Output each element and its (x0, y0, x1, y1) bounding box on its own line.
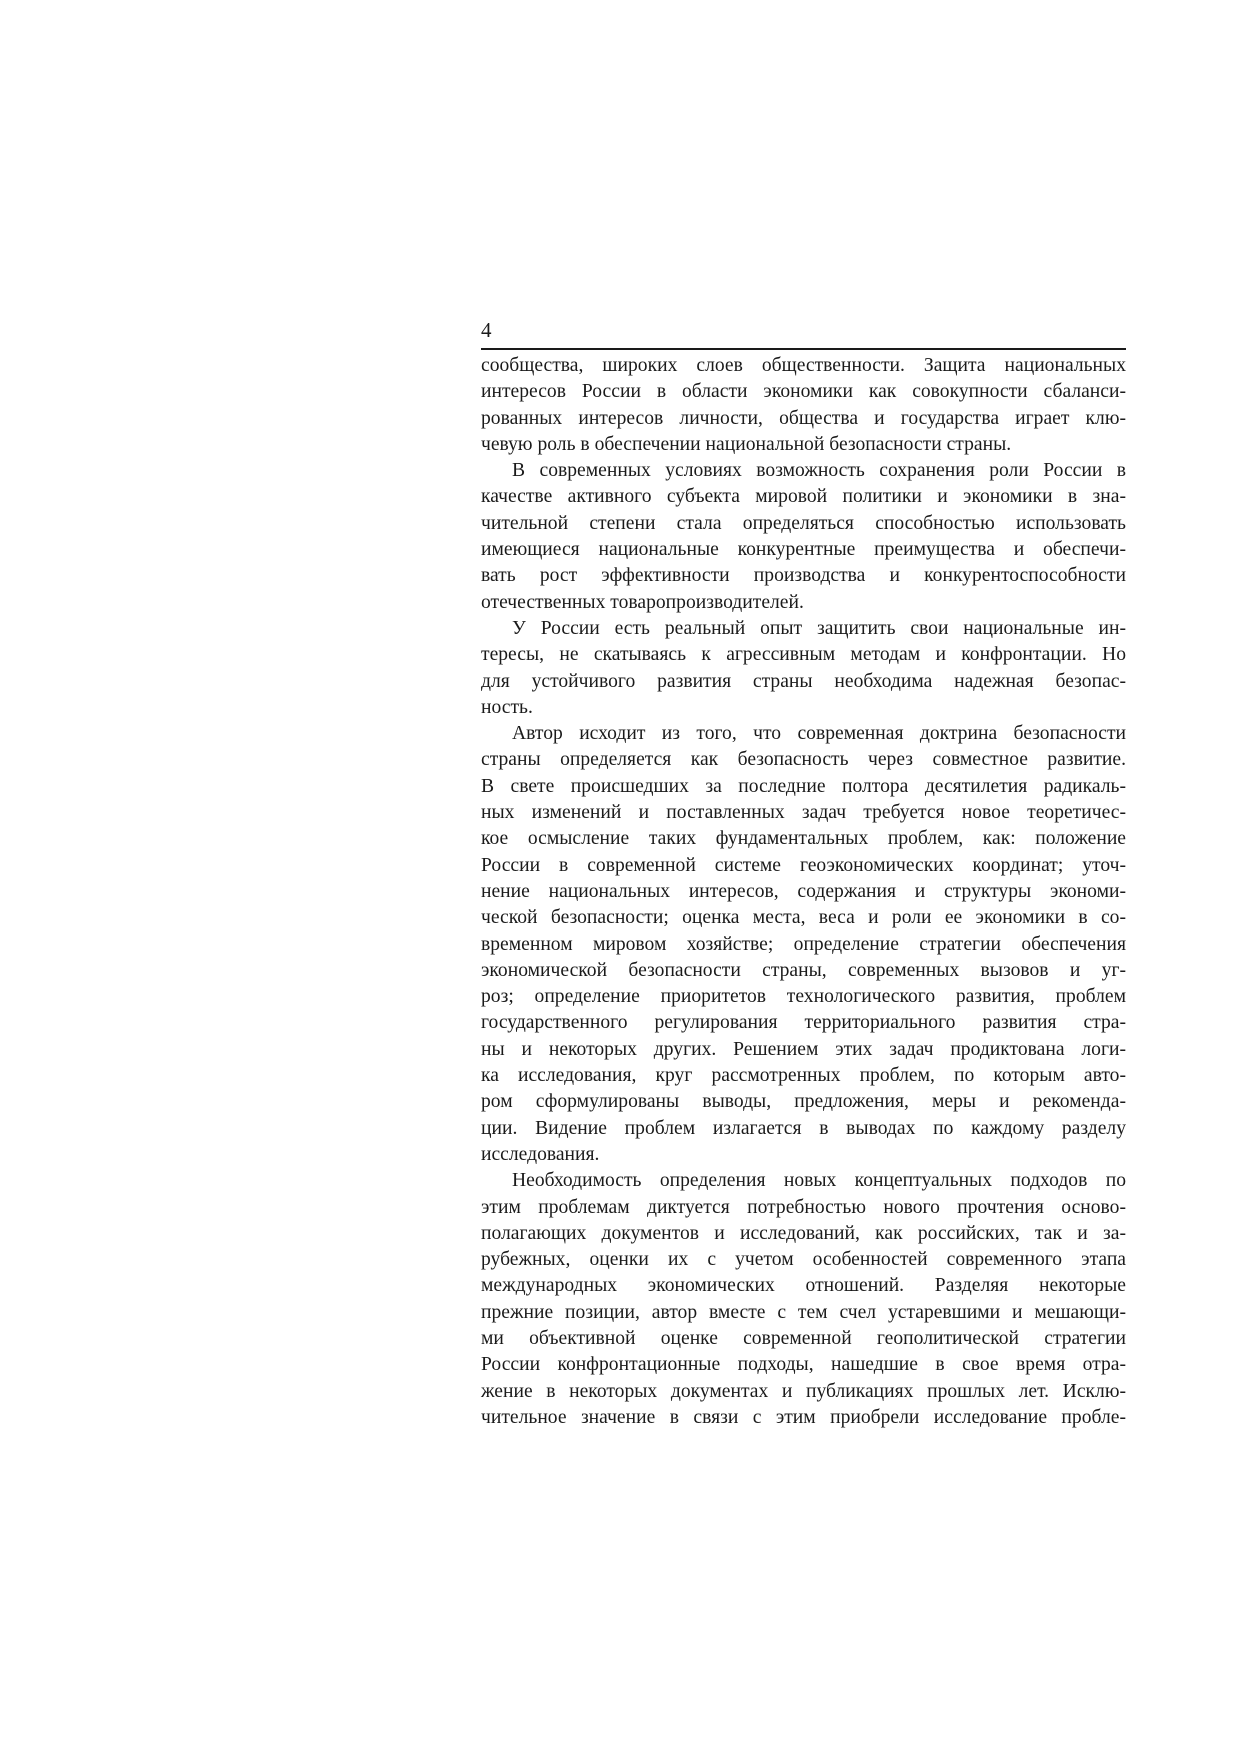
paragraph (481, 353, 1126, 458)
text-line: страны определяется как безопасность через совместное развитие. (481, 749, 1126, 771)
text-line: отечественных товаропроизводителей. (481, 591, 804, 613)
text-line: ны и некоторых других. Решением этих задач продиктована логи- (481, 1038, 1126, 1060)
text-line: чительной степени стала определяться способностью использовать (481, 512, 1126, 534)
text-line: ность. (481, 696, 533, 718)
text-line: для устойчивого развития страны необходима надежная безопас- (481, 670, 1126, 692)
text-line: полагающих документов и исследований, как российских, так и за- (481, 1222, 1126, 1244)
text-line: нение национальных интересов, содержания и структуры экономи- (481, 880, 1126, 902)
text-line: исследования. (481, 1143, 600, 1165)
text-line: России в современной системе геоэкономических координат; уточ- (481, 854, 1126, 876)
paragraph (481, 458, 1126, 616)
page-number: 4 (481, 318, 492, 342)
text-line: экономической безопасности страны, современных вызовов и уг- (481, 959, 1126, 981)
text-line: этим проблемам диктуется потребностью нового прочтения осново- (481, 1196, 1126, 1218)
text-line: кое осмысление таких фундаментальных проблем, как: положение (481, 828, 1126, 850)
text-line: чительное значение в связи с этим приобрели исследование пробле- (481, 1406, 1126, 1428)
text-line: прежние позиции, автор вместе с тем счел устаревшими и мешающи- (481, 1301, 1126, 1323)
page-header (481, 318, 1126, 350)
text-line: вать рост эффективности производства и конкурентоспособности (481, 565, 1126, 587)
text-line: Автор исходит из того, что современная доктрина безопасности (512, 723, 1126, 745)
text-line: ческой безопасности; оценка места, веса и роли ее экономики в со- (481, 907, 1126, 929)
text-line: ми объективной оценке современной геополитической стратегии (481, 1327, 1126, 1349)
text-line: интересов России в области экономики как совокупности сбаланси- (481, 381, 1126, 403)
paragraph (481, 616, 1126, 721)
text-line: сообщества, широких слоев общественности. Защита национальных (481, 355, 1126, 376)
text-line: ром сформулированы выводы, предложения, меры и рекоменда- (481, 1091, 1126, 1113)
text-line: государственного регулирования территориального развития стра- (481, 1012, 1126, 1034)
text-line: В свете происшедших за последние полтора десятилетия радикаль- (481, 775, 1126, 797)
text-line: жение в некоторых документах и публикациях прошлых лет. Исклю- (481, 1380, 1126, 1402)
text-line: имеющиеся национальные конкурентные преимущества и обеспечи- (481, 539, 1126, 561)
text-line: ных изменений и поставленных задач требуется новое теоретичес- (481, 802, 1126, 824)
text-line: рубежных, оценки их с учетом особенностей современного этапа (481, 1249, 1126, 1271)
text-line: Необходимость определения новых концептуальных подходов по (512, 1170, 1126, 1192)
text-line: У России есть реальный опыт защитить свои национальные ин- (512, 617, 1126, 639)
text-line: чевую роль в обеспечении национальной безопасности страны. (481, 433, 1012, 455)
body-text (481, 353, 1126, 1431)
text-line: тересы, не скатываясь к агрессивным методам и конфронтации. Но (481, 644, 1126, 666)
paragraph (481, 1168, 1126, 1431)
paragraph (481, 721, 1126, 1168)
text-line: международных экономических отношений. Разделяя некоторые (481, 1275, 1126, 1297)
text-line: качестве активного субъекта мировой политики и экономики в зна- (481, 486, 1126, 508)
text-line: России конфронтационные подходы, нашедшие в свое время отра- (481, 1354, 1126, 1376)
text-line: В современных условиях возможность сохранения роли России в (512, 460, 1126, 482)
text-line: временном мировом хозяйстве; определение стратегии обеспечения (481, 933, 1126, 955)
text-line: ка исследования, круг рассмотренных проблем, по которым авто- (481, 1065, 1126, 1087)
text-line: рованных интересов личности, общества и государства играет клю- (481, 407, 1126, 429)
text-line: роз; определение приоритетов технологического развития, проблем (481, 986, 1126, 1008)
text-line: ции. Видение проблем излагается в выводах по каждому разделу (481, 1117, 1126, 1139)
